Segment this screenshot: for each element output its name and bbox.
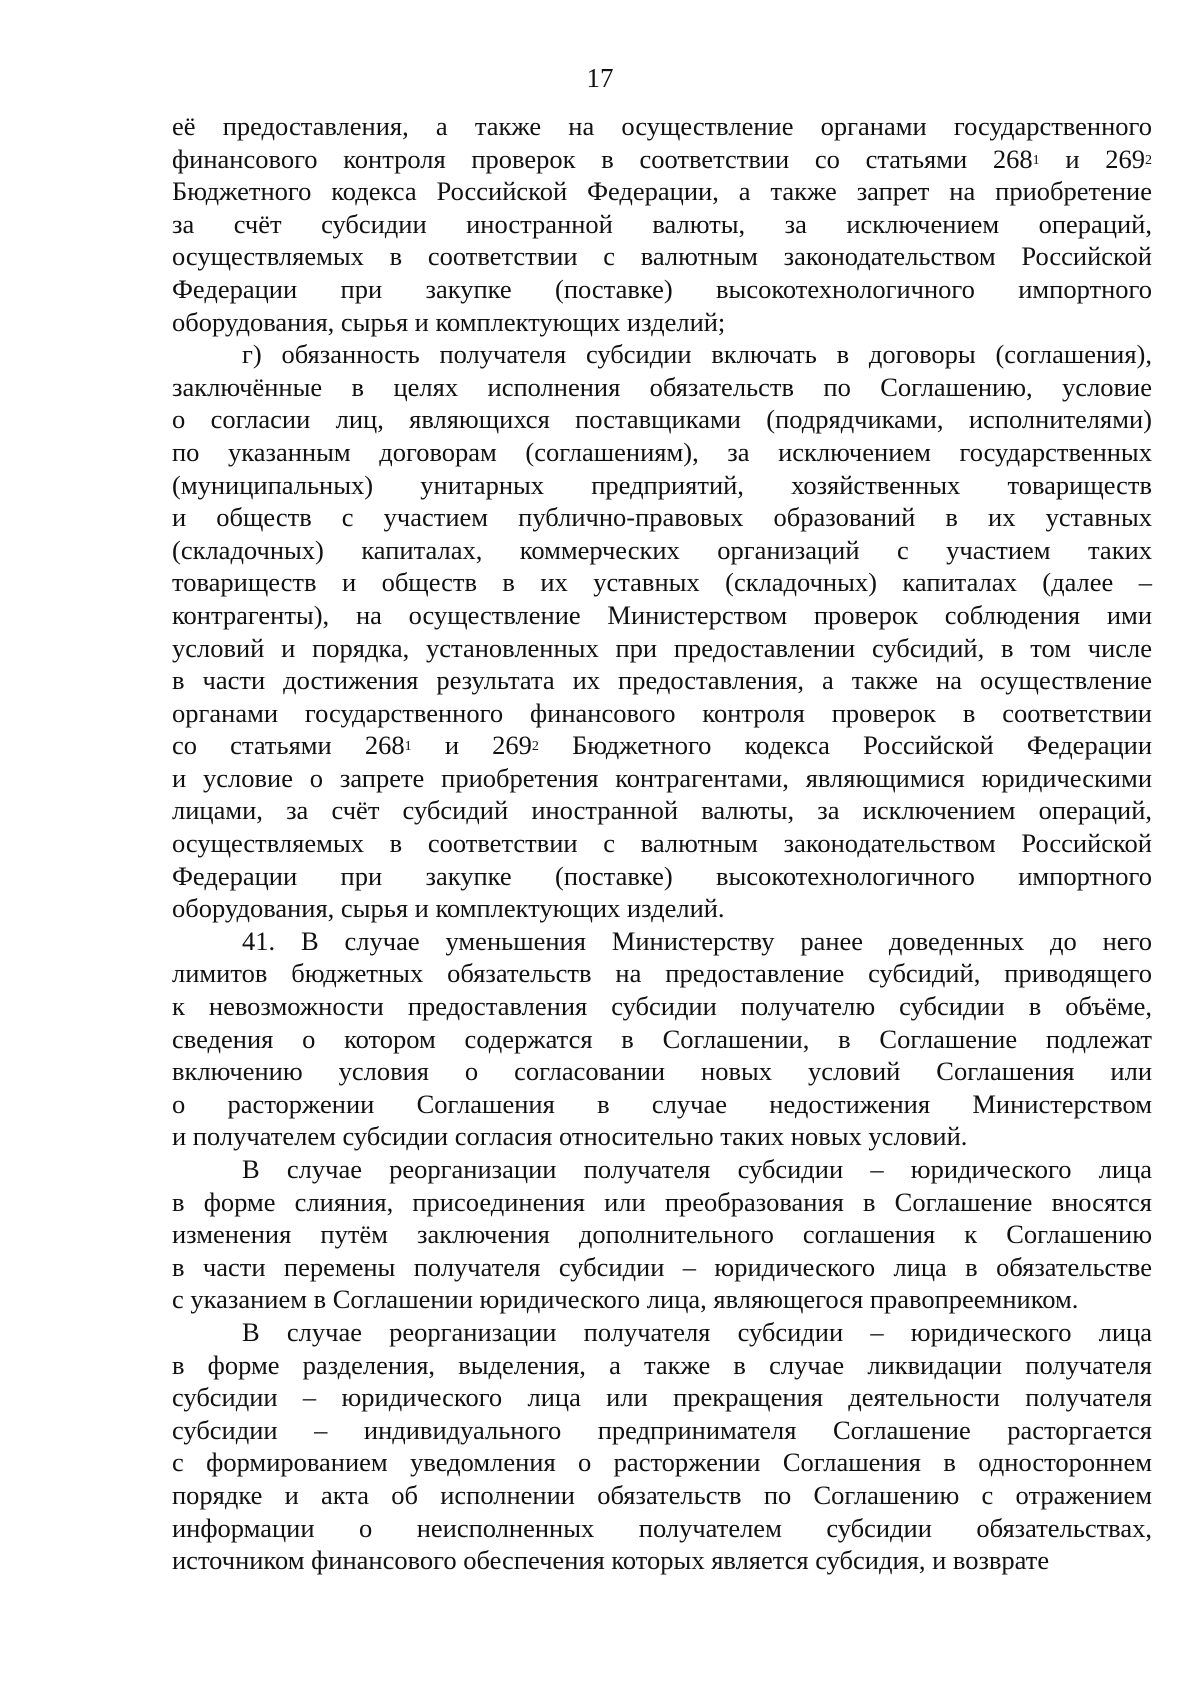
text-line: В случае реорганизации получателя субсидии – юридического лица [242,1154,1152,1184]
text-line: в части достижения результата их предоставления, а также на осуществление [172,665,1152,696]
text-line: лицами, за счёт субсидий иностранной валюты, за исключением операций, [172,795,1152,826]
paragraph [172,338,1152,925]
text-line: Бюджетного кодекса Российской Федерации, а также запрет на приобретение [172,176,1152,207]
document-body [172,110,1152,1577]
text-line: органами государственного финансового контроля проверок в соответствии [172,697,1152,728]
text-line: изменения путём заключения дополнительного соглашения к Соглашению [172,1219,1152,1250]
text-line: информации о неисполненных получателем субсидии обязательствах, [172,1512,1152,1543]
page-number: 17 [586,63,614,93]
text-line: порядке и акта об исполнении обязательств по Соглашению с отражением [172,1479,1152,1510]
text-line: в форме слияния, присоединения или преобразования в Соглашение вносятся [172,1186,1152,1217]
text-line: (складочных) капиталах, коммерческих организаций с участием таких [172,534,1152,565]
text-line: о согласии лиц, являющихся поставщиками (подрядчиками, исполнителями) [172,404,1152,435]
text-line: (муниципальных) унитарных предприятий, хозяйственных товариществ [172,469,1152,500]
text-line: субсидии – юридического лица или прекращения деятельности получателя [172,1382,1152,1413]
text-line: оборудования, сырья и комплектующих изделий. [172,893,725,924]
text-line: Федерации при закупке (поставке) высокотехнологичного импортного [172,273,1152,304]
text-line: сведения о котором содержатся в Соглашении, в Соглашение подлежат [172,1023,1152,1054]
text-line: и условие о запрете приобретения контрагентами, являющимися юридическими [172,762,1152,793]
text-line: в форме разделения, выделения, а также в случае ликвидации получателя [172,1349,1152,1380]
paragraph [172,1316,1152,1577]
paragraph [172,110,1152,338]
text-line: оборудования, сырья и комплектующих изделий; [172,306,726,337]
text-line: В случае реорганизации получателя субсидии – юридического лица [242,1316,1152,1347]
text-line: за счёт субсидии иностранной валюты, за исключением операций, [172,208,1152,239]
text-line: осуществляемых в соответствии с валютным законодательством Российской [172,241,1152,272]
text-line: контрагенты), на осуществление Министерством проверок соблюдения ими [172,599,1152,630]
text-line: Федерации при закупке (поставке) высокотехнологичного импортного [172,860,1152,891]
text-line: условий и порядка, установленных при предоставлении субсидий, в том числе [172,632,1152,663]
text-line: осуществляемых в соответствии с валютным законодательством Российской [172,828,1152,859]
text-line: со статьями $268^1$ и $269^2$ Бюджетного кодекса Российской Федерации [172,730,1153,761]
text-line: включению условия о согласовании новых условий Соглашения или [172,1056,1152,1087]
text-line: с указанием в Соглашении юридического лица, являющегося правопреемником. [172,1284,1079,1315]
text-line: по указанным договорам (соглашениям), за исключением государственных [172,436,1152,467]
text-line: источником финансового обеспечения которых является субсидия, и возврате [172,1545,1050,1576]
text-line: финансового контроля проверок в соответствии со статьями $268^1$ и $269^2$ [172,143,1152,174]
text-line: г) обязанность получателя субсидии включать в договоры (соглашения), [242,339,1152,370]
text-line: в части перемены получателя субсидии – юридического лица в обязательстве [172,1251,1152,1282]
paragraph [172,925,1152,1153]
text-line: 41. В случае уменьшения Министерству ранее доведенных до него [242,925,1152,956]
text-line: и обществ с участием публично-правовых образований в их уставных [172,502,1152,533]
text-line: и получателем субсидии согласия относительно таких новых условий. [172,1121,968,1152]
text-line: к невозможности предоставления субсидии получателю субсидии в объёме, [172,991,1152,1022]
text-line: о расторжении Соглашения в случае недостижения Министерством [172,1088,1152,1119]
text-line: лимитов бюджетных обязательств на предоставление субсидий, приводящего [172,958,1152,989]
paragraph [172,1153,1152,1316]
text-line: товариществ и обществ в их уставных (складочных) капиталах (далее – [172,567,1152,598]
text-line: её предоставления, а также на осуществление органами государственного [172,111,1152,141]
text-line: субсидии – индивидуального предпринимателя Соглашение расторгается [172,1414,1152,1445]
text-line: с формированием уведомления о расторжении Соглашения в одностороннем [172,1447,1152,1478]
text-line: заключённые в целях исполнения обязательств по Соглашению, условие [172,371,1152,402]
